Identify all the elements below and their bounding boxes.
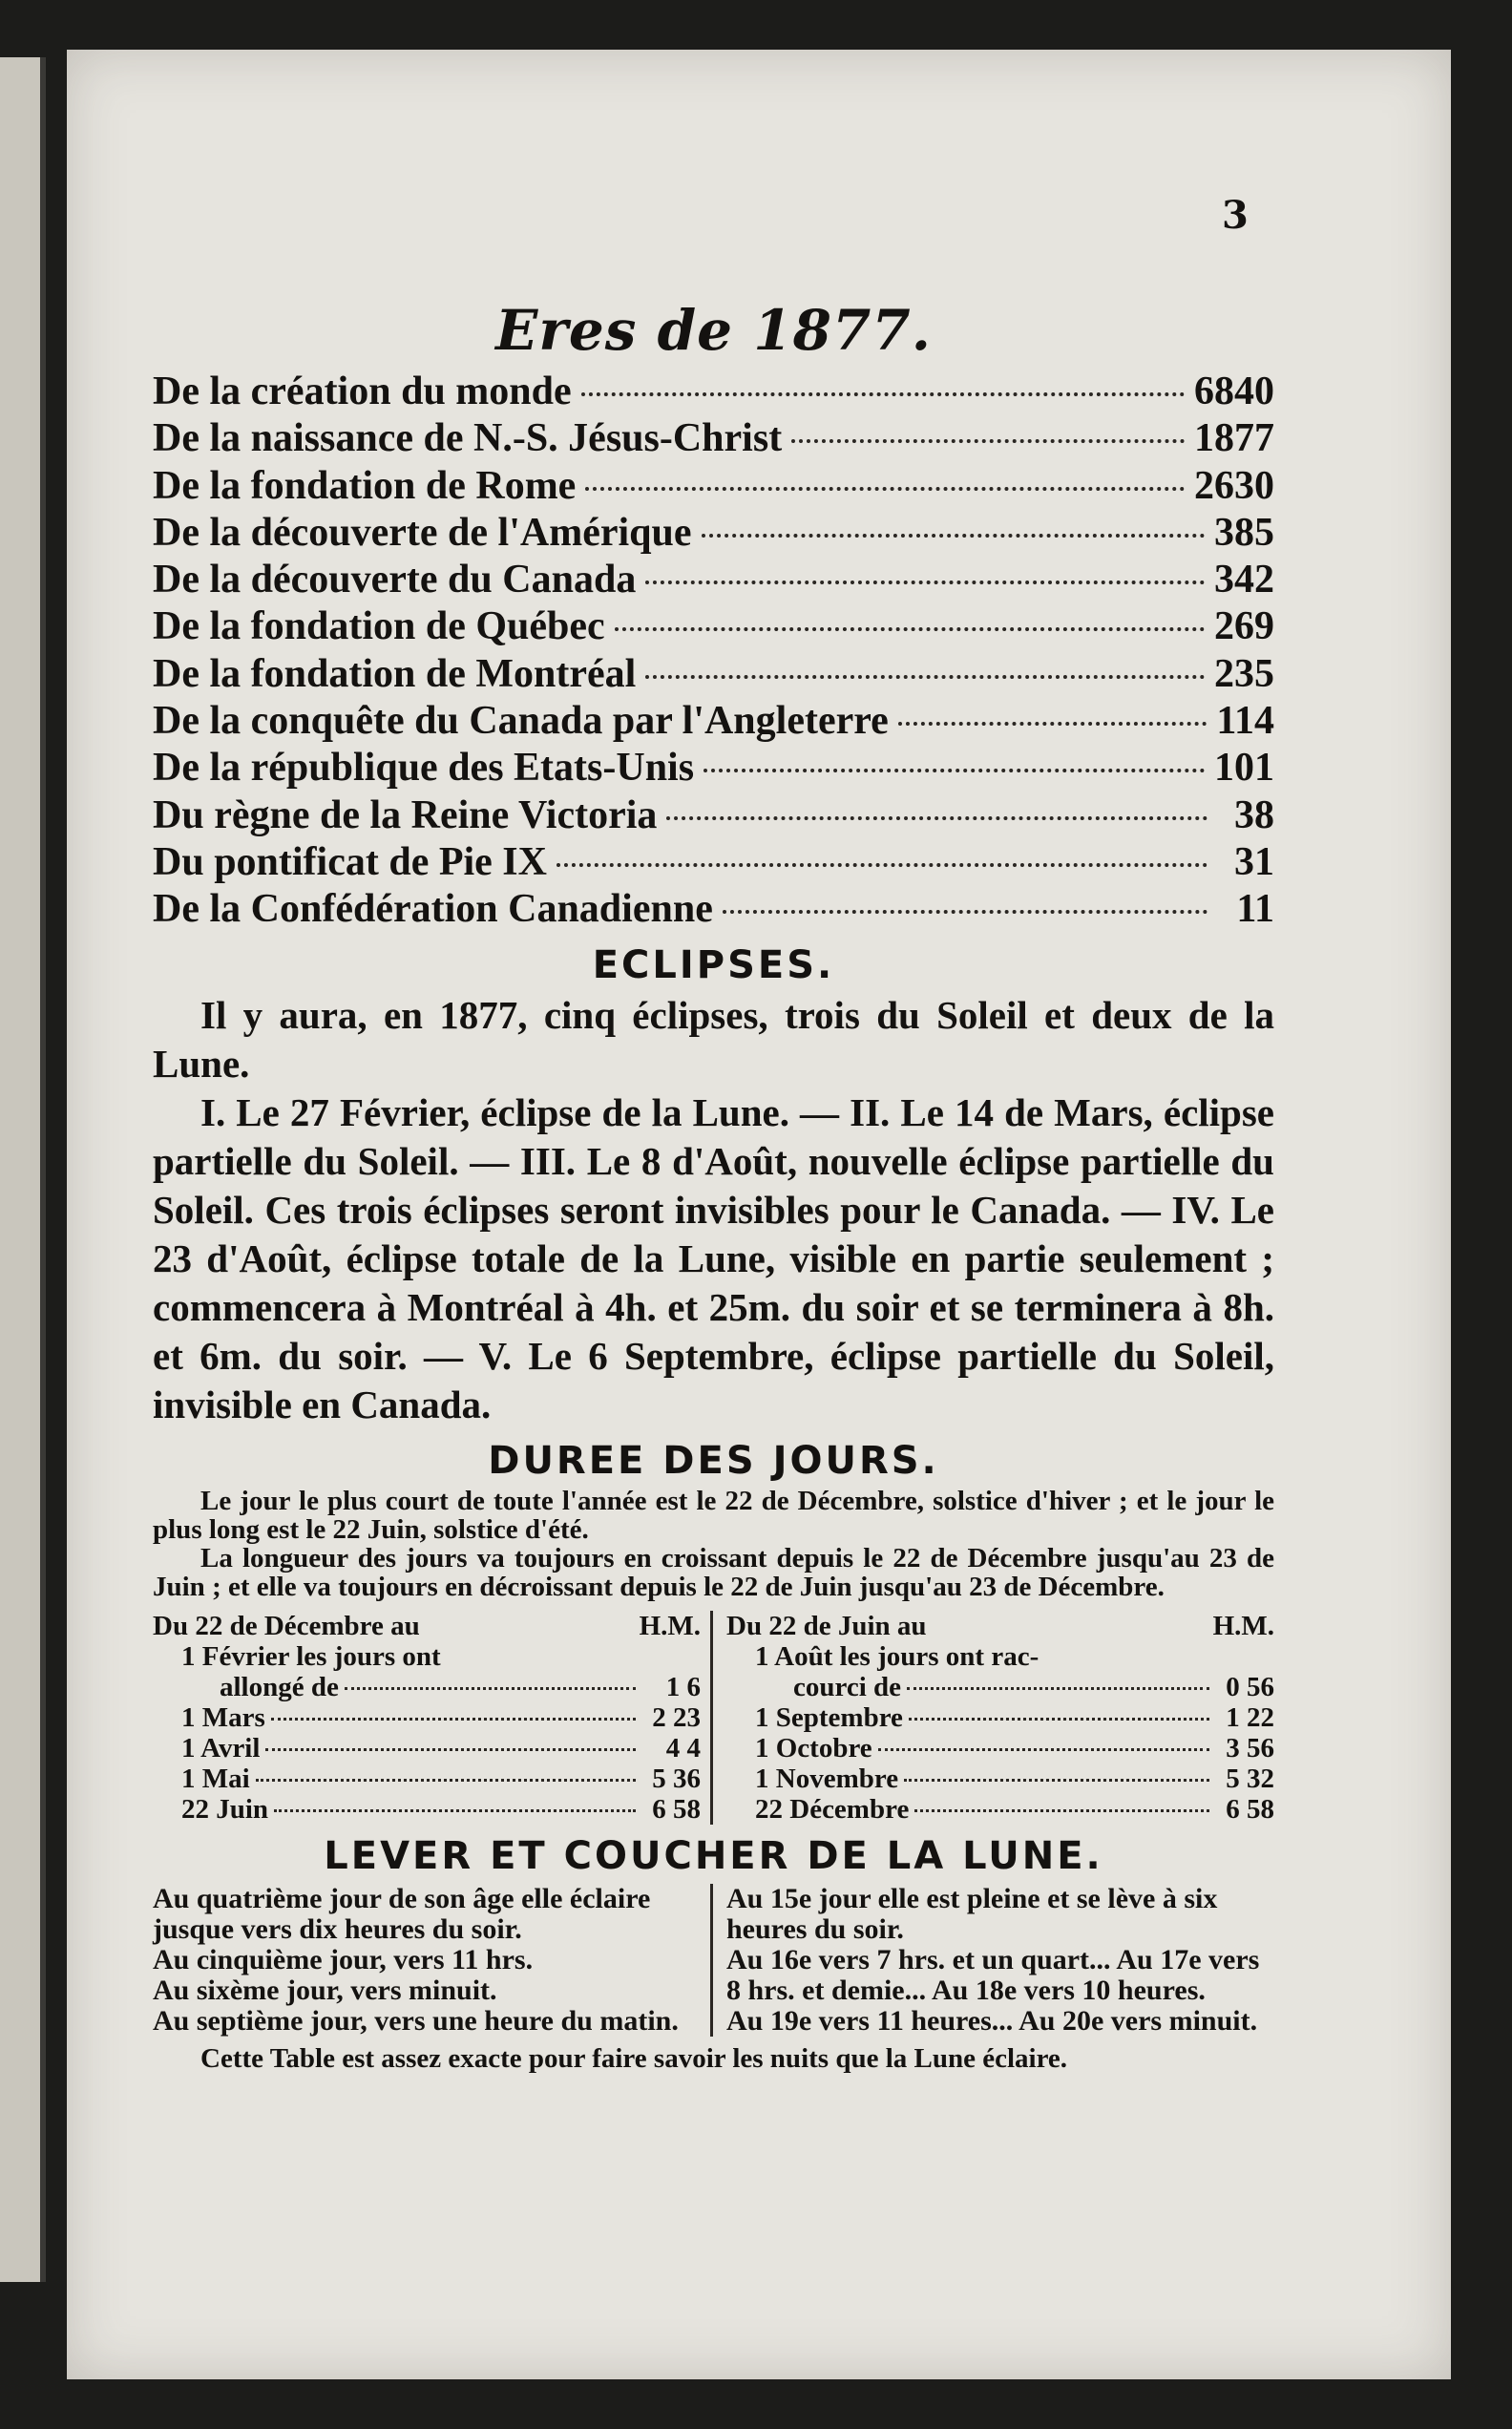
- table-row: [726, 1641, 1274, 1672]
- dot-leader: [704, 769, 1205, 772]
- page-number: 3: [1222, 193, 1249, 238]
- era-value: 11: [1236, 887, 1274, 932]
- eclipses-details: I. Le 27 Février, éclipse de la Lune. — II. Le 14 de Mars, éclipse partielle du Soleil. — III. Le 8 d'Août, nouvelle éclipse partielle du Soleil. Ces trois éclipses seront invisibles pour le Canada. — IV. Le 23 d'Août, éclipse totale de la Lune, visible en partie seulement ; commencera à Montréal à 4h. et 25m. du soir et se terminera à 8h. et 6m. du soir. — V. Le 6 Septembre, éclipse partielle du Soleil, invisible en Canada.: [153, 1089, 1274, 1426]
- table-value: 1 22: [1226, 1701, 1274, 1733]
- era-label: De la république des Etats-Unis: [153, 746, 695, 791]
- table-value: 6 58: [1226, 1793, 1274, 1825]
- table-header: [726, 1611, 1274, 1641]
- almanac-page: [67, 50, 1451, 2379]
- table-value: 1 6: [665, 1671, 701, 1702]
- table-label: 1 Septembre: [755, 1701, 903, 1733]
- table-label: 22 Décembre: [755, 1793, 910, 1825]
- moon-table: [153, 1884, 1274, 2037]
- dot-leader: [898, 722, 1208, 726]
- era-row: [153, 651, 1274, 698]
- era-value: 342: [1214, 558, 1274, 602]
- table-row: [726, 1672, 1274, 1702]
- table-row: [153, 1794, 701, 1825]
- era-value: 1877: [1194, 416, 1274, 461]
- table-left-column: [153, 1611, 701, 1825]
- table-row: [726, 1702, 1274, 1733]
- table-value: 5 36: [652, 1763, 701, 1794]
- era-label: De la fondation de Montréal: [153, 651, 637, 696]
- moon-note: Cette Table est assez exacte pour faire savoir les nuits que la Lune éclaire.: [200, 2042, 1068, 2074]
- page-content: [153, 183, 1274, 2073]
- era-row: [153, 603, 1274, 650]
- dot-leader: [791, 439, 1185, 443]
- table-value: 5 32: [1226, 1763, 1274, 1794]
- dot-leader: [914, 1809, 1209, 1812]
- table-row: [726, 1794, 1274, 1825]
- era-label: De la création du monde: [153, 370, 572, 413]
- era-value: 6840: [1194, 370, 1274, 413]
- table-value: 4 4: [665, 1732, 701, 1764]
- era-row: [153, 415, 1274, 462]
- moon-heading: LEVER ET COUCHER DE LA LUNE.: [324, 1833, 1103, 1878]
- moon-entry: Au 15e jour elle est pleine et se lève à six heures du soir.: [726, 1882, 1218, 1945]
- table-row: [153, 1764, 701, 1794]
- era-row: [153, 792, 1274, 839]
- day-length-para-2: La longueur des jours va toujours en croissant depuis le 22 de Décembre jusqu'au 23 de Juin ; et elle va toujours en décroissant depuis le 22 de Juin jusqu'au 23 de Décembre.: [153, 1542, 1274, 1602]
- day-length-table: [153, 1611, 1274, 1825]
- eclipses-heading: ECLIPSES.: [592, 942, 835, 987]
- dot-leader: [256, 1779, 636, 1782]
- era-value: 101: [1214, 746, 1274, 791]
- era-value: 114: [1216, 699, 1274, 744]
- era-row: [153, 698, 1274, 745]
- table-line: 1 Février les jours ont: [181, 1640, 441, 1672]
- table-value: 3 56: [1226, 1732, 1274, 1764]
- moon-entry: Au cinquième jour, vers 11 hrs.: [153, 1943, 534, 1975]
- table-value: 0 56: [1226, 1671, 1274, 1702]
- dot-leader: [585, 487, 1185, 491]
- table-label: 22 Juin: [181, 1793, 269, 1825]
- moon-entry: Au 16e vers 7 hrs. et un quart... Au 17e vers 8 hrs. et demie... Au 18e vers 10 heures.: [726, 1943, 1260, 2006]
- era-value: 385: [1214, 510, 1274, 555]
- moon-entry: Au 19e vers 11 heures... Au 20e vers minuit.: [726, 2004, 1258, 2037]
- dot-leader: [615, 627, 1205, 631]
- era-row: [153, 463, 1274, 510]
- table-label: 1 Mars: [181, 1701, 265, 1733]
- table-value: 6 58: [652, 1793, 701, 1825]
- table-header: [153, 1611, 701, 1641]
- moon-entry: Au sixème jour, vers minuit.: [153, 1974, 497, 2006]
- era-label: De la fondation de Québec: [153, 604, 605, 649]
- dot-leader: [345, 1687, 636, 1690]
- adjacent-page-edge: [0, 57, 46, 2282]
- dot-leader: [645, 581, 1205, 584]
- dot-leader: [265, 1748, 636, 1751]
- era-value: 269: [1214, 604, 1274, 649]
- era-row: [153, 745, 1274, 792]
- era-row: [153, 557, 1274, 603]
- era-row: [153, 369, 1274, 415]
- table-label: allongé de: [220, 1671, 339, 1702]
- table-label: 1 Mai: [181, 1763, 250, 1794]
- eclipses-intro: Il y aura, en 1877, cinq éclipses, trois du Soleil et deux de la Lune.: [153, 992, 1274, 1086]
- table-header-label: Du 22 de Juin au: [726, 1610, 927, 1641]
- dot-leader: [581, 392, 1185, 396]
- dot-leader: [909, 1718, 1209, 1721]
- dot-leader: [666, 816, 1208, 820]
- moon-entry: Au quatrième jour de son âge elle éclaire jusque vers dix heures du soir.: [153, 1882, 651, 1945]
- era-row: [153, 510, 1274, 557]
- era-label: Du pontificat de Pie IX: [153, 839, 547, 884]
- table-header-unit: H.M.: [1212, 1610, 1274, 1641]
- era-label: Du règne de la Reine Victoria: [153, 792, 658, 837]
- era-value: 2630: [1194, 463, 1274, 508]
- table-row: [153, 1641, 701, 1672]
- era-label: De la Confédération Canadienne: [153, 887, 713, 932]
- era-value: 31: [1234, 839, 1274, 884]
- era-label: De la conquête du Canada par l'Angleterre: [153, 699, 889, 744]
- table-label: courci de: [793, 1671, 902, 1702]
- table-label: 1 Avril: [181, 1732, 261, 1764]
- era-label: De la découverte de l'Amérique: [153, 510, 692, 555]
- table-row: [153, 1733, 701, 1764]
- moon-left-column: [153, 1884, 701, 2037]
- dot-leader: [702, 534, 1205, 538]
- era-label: De la naissance de N.-S. Jésus-Christ: [153, 416, 783, 461]
- dot-leader: [645, 675, 1205, 679]
- table-header-unit: H.M.: [639, 1610, 701, 1641]
- era-label: De la fondation de Rome: [153, 463, 577, 508]
- table-label: 1 Octobre: [755, 1732, 872, 1764]
- dot-leader: [274, 1809, 636, 1812]
- table-row: [153, 1672, 701, 1702]
- moon-entry: Au septième jour, vers une heure du matin.: [153, 2004, 679, 2037]
- dot-leader: [271, 1718, 636, 1721]
- dot-leader: [878, 1748, 1209, 1751]
- moon-right-column: [710, 1884, 1274, 2037]
- table-row: [153, 1702, 701, 1733]
- table-line: 1 Août les jours ont rac-: [755, 1640, 1040, 1672]
- era-value: 38: [1234, 792, 1274, 837]
- dot-leader: [907, 1687, 1209, 1690]
- table-header-label: Du 22 de Décembre au: [153, 1610, 420, 1641]
- era-label: De la découverte du Canada: [153, 558, 637, 602]
- dot-leader: [904, 1779, 1209, 1782]
- era-row: [153, 886, 1274, 933]
- day-length-heading: DUREE DES JOURS.: [488, 1438, 939, 1483]
- era-value: 235: [1214, 651, 1274, 696]
- day-length-para-1: Le jour le plus court de toute l'année est le 22 de Décembre, solstice d'hiver ; et le jour le plus long est le 22 Juin, solstice d'été.: [153, 1485, 1274, 1545]
- table-row: [726, 1764, 1274, 1794]
- era-list: [153, 369, 1274, 934]
- table-value: 2 23: [652, 1701, 701, 1733]
- table-right-column: [710, 1611, 1274, 1825]
- table-label: 1 Novembre: [755, 1763, 899, 1794]
- table-row: [726, 1733, 1274, 1764]
- era-row: [153, 839, 1274, 886]
- page-title: Eres de 1877.: [495, 298, 932, 363]
- dot-leader: [723, 910, 1208, 914]
- dot-leader: [556, 863, 1208, 867]
